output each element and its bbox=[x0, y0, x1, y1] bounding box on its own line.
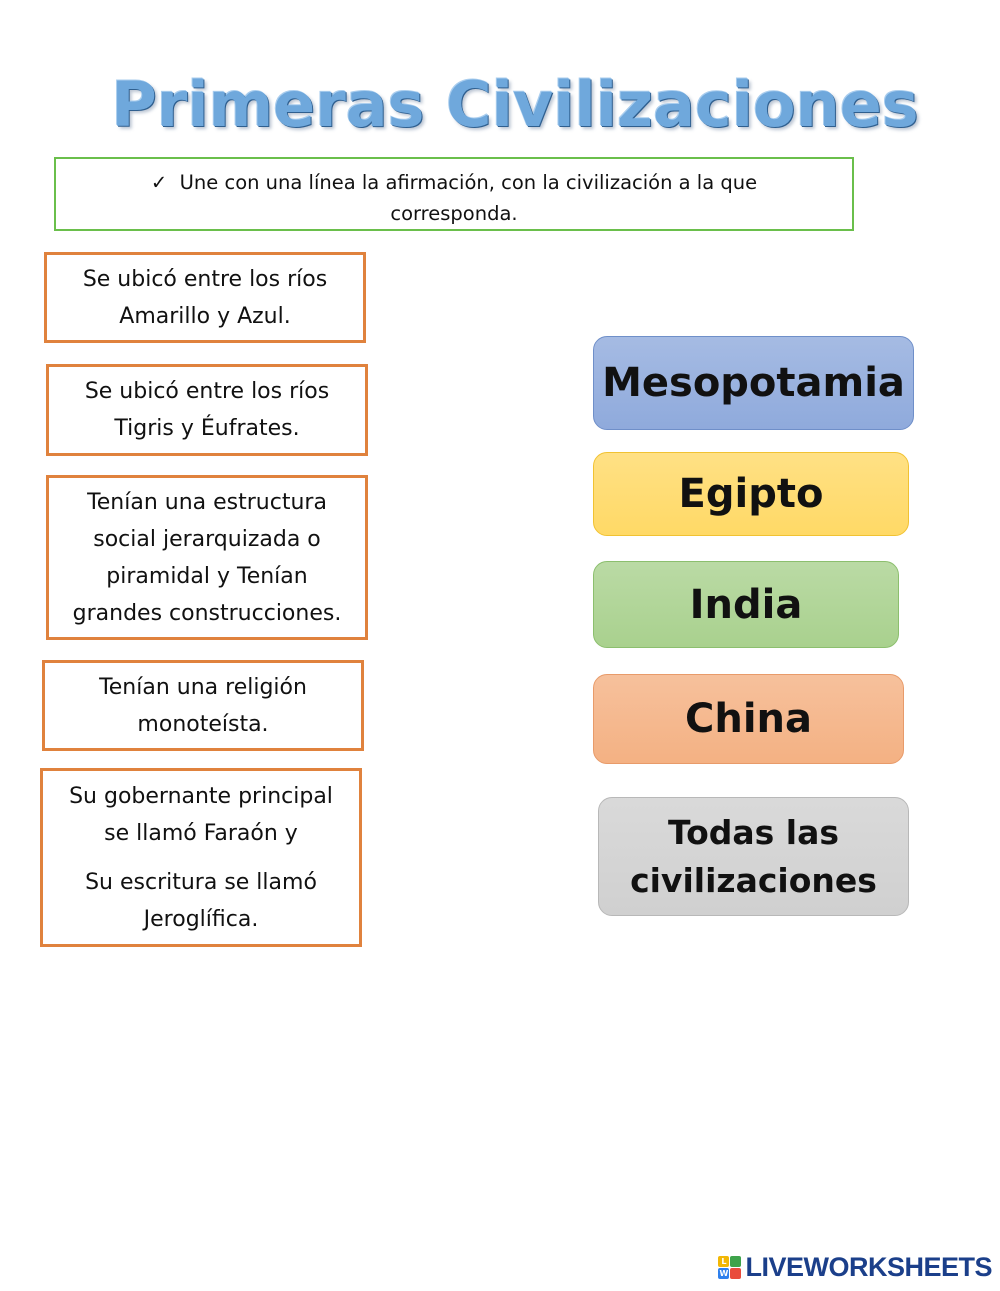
statement-4[interactable] bbox=[42, 660, 364, 751]
civ-mesopotamia-label: Mesopotamia bbox=[602, 360, 905, 406]
civ-china[interactable] bbox=[593, 674, 904, 764]
logo-square-2 bbox=[730, 1256, 741, 1267]
liveworksheets-logo bbox=[718, 1252, 992, 1283]
civ-todas-label-line-2: civilizaciones bbox=[630, 860, 877, 900]
civ-todas-label-line-1: Todas las bbox=[667, 812, 840, 852]
statement-1-line-2: Amarillo y Azul. bbox=[119, 303, 291, 329]
civ-china-label: China bbox=[684, 696, 812, 742]
statement-3-line-1: Tenían una estructura bbox=[87, 489, 327, 515]
statement-2-line-2: Tigris y Éufrates. bbox=[114, 416, 300, 441]
worksheet-title: Primeras Civilizaciones bbox=[111, 68, 919, 141]
civ-egipto[interactable] bbox=[593, 452, 909, 536]
civ-egipto-label: Egipto bbox=[678, 471, 824, 517]
statement-1-line-1: Se ubicó entre los ríos bbox=[82, 266, 328, 292]
statement-3[interactable] bbox=[46, 475, 368, 640]
statement-2[interactable] bbox=[46, 364, 368, 456]
logo-square-1: L bbox=[718, 1256, 729, 1267]
civ-mesopotamia[interactable] bbox=[593, 336, 914, 430]
instruction-line-1: Une con una línea la afirmación, con la civilización a la que bbox=[179, 171, 758, 194]
logo-square-4 bbox=[730, 1268, 741, 1279]
statement-4-line-1: Tenían una religión bbox=[99, 674, 307, 700]
civ-india[interactable] bbox=[593, 561, 899, 648]
statement-4-line-2: monoteísta. bbox=[137, 711, 269, 737]
statement-3-line-3: piramidal y Tenían bbox=[106, 563, 308, 589]
statement-5[interactable] bbox=[40, 768, 362, 947]
statement-5-line-2: se llamó Faraón y bbox=[104, 820, 298, 846]
check-icon: ✓ bbox=[150, 171, 168, 194]
statement-3-line-4: grandes construcciones. bbox=[72, 600, 342, 626]
logo-grid-icon bbox=[718, 1256, 741, 1279]
statement-5-line-1: Su gobernante principal bbox=[69, 783, 333, 809]
statement-1[interactable] bbox=[44, 252, 366, 343]
statement-5-line-3: Su escritura se llamó bbox=[85, 869, 317, 895]
civ-india-label: India bbox=[689, 581, 803, 628]
statement-5-line-4: Jeroglífica. bbox=[143, 906, 259, 932]
statement-2-line-1: Se ubicó entre los ríos bbox=[84, 379, 330, 404]
instruction-box bbox=[54, 157, 854, 231]
brand-name: LIVEWORKSHEETS bbox=[745, 1252, 992, 1282]
instruction-line-2: corresponda. bbox=[390, 202, 518, 225]
logo-square-3: W bbox=[719, 1269, 729, 1278]
civ-todas[interactable] bbox=[598, 797, 909, 916]
statement-3-line-2: social jerarquizada o bbox=[93, 526, 321, 552]
